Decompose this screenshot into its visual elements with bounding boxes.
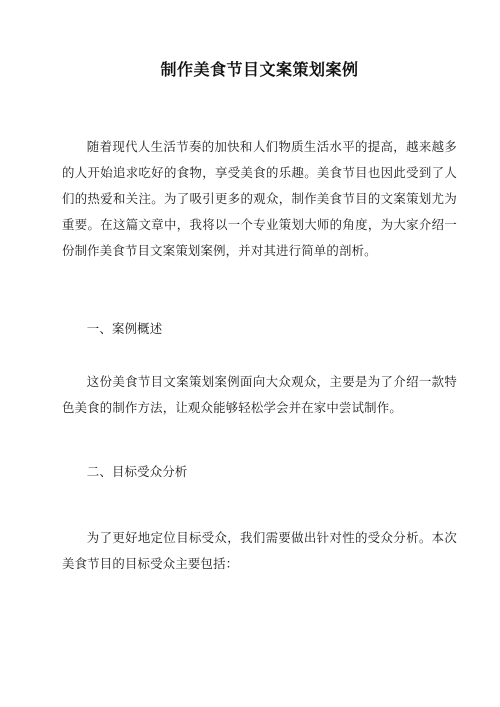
section-body-audience: 为了更好地定位目标受众，我们需要做出针对性的受众分析。本次美食节目的目标受众主要包括： (62, 530, 457, 571)
section-heading-overview: 一、案例概述 (86, 321, 163, 336)
section-body-overview: 这份美食节目文案策划案例面向大众观众，主要是为了介绍一款特色美食的制作方法，让观众能够轻松学会并在家中尝试制作。 (62, 374, 457, 415)
document-title: 制作美食节目文案策划案例 (160, 60, 359, 79)
section-heading-audience: 二、目标受众分析 (86, 464, 188, 479)
intro-paragraph: 随着现代人生活节奏的加快和人们物质生活水平的提高，越来越多的人开始追求吃好的食物，享受美食的乐趣。美食节目也因此受到了人们的热爱和关注。为了吸引更多的观众，制作美食节目的文案策划尤为重要。在这篇文章中，我将以一个专业策划大师的角度，为大家介绍一份制作美食节目文案策划案例，并对其进行简单的剖析。 (62, 139, 457, 258)
